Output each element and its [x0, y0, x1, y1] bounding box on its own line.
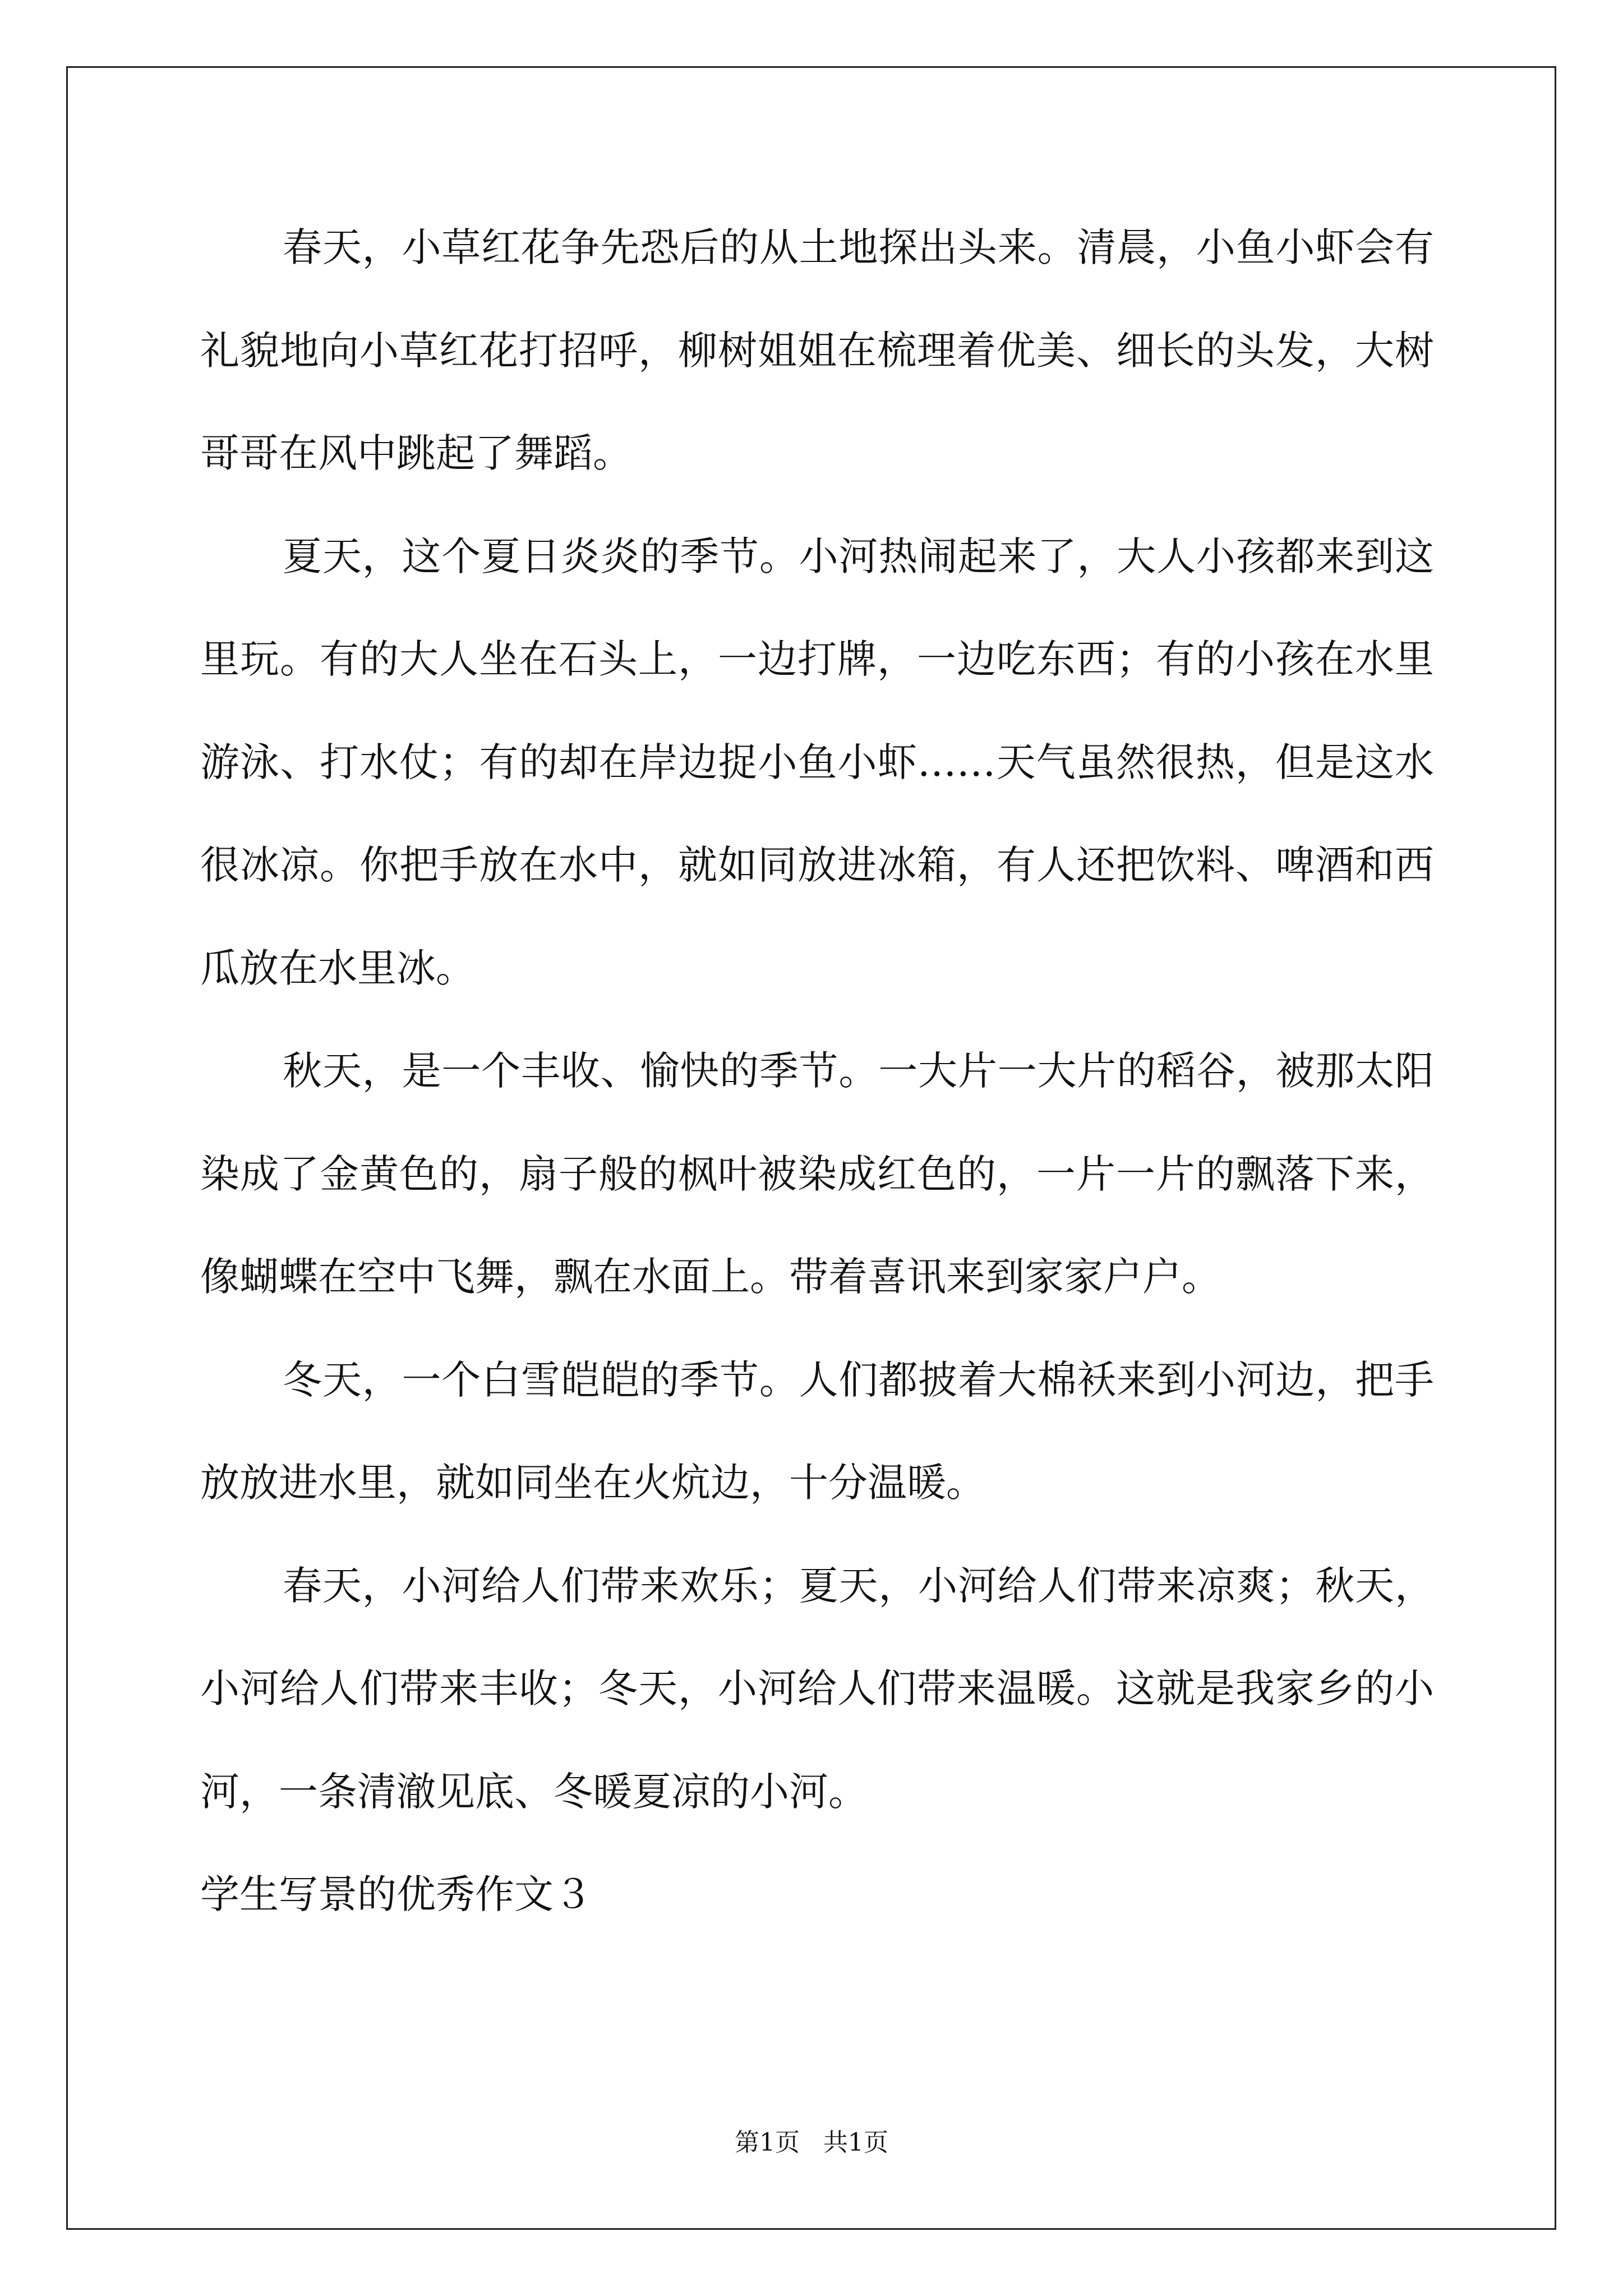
- page-footer: [0, 2126, 1623, 2160]
- paragraph-autumn: 秋天，是一个丰收、愉快的季节。一大片一大片的稻谷，被那太阳染成了金黄色的，扇子般的枫叶被染成红色的，一片一片的飘落下来，像蝴蝶在空中飞舞，飘在水面上。带着喜讯来到家家户户。: [200, 1048, 1434, 1300]
- document-body: [200, 196, 1434, 1947]
- page-total: 共1页: [823, 2128, 888, 2157]
- paragraph-summer: 夏天，这个夏日炎炎的季节。小河热闹起来了，大人小孩都来到这里玩。有的大人坐在石头上，一边打牌，一边吃东西；有的小孩在水里游泳、打水仗；有的却在岸边捉小鱼小虾……天气虽然很热，但是这水很冰凉。你把手放在水中，就如同放进冰箱，有人还把饮料、啤酒和西瓜放在水里冰。: [200, 533, 1434, 991]
- paragraph-winter: 冬天，一个白雪皑皑的季节。人们都披着大棉袄来到小河边，把手放放进水里，就如同坐在火炕边，十分温暖。: [200, 1356, 1434, 1506]
- paragraph-summary: 春天，小河给人们带来欢乐；夏天，小河给人们带来凉爽；秋天，小河给人们带来丰收；冬天，小河给人们带来温暖。这就是我家乡的小河，一条清澈见底、冬暖夏凉的小河。: [200, 1562, 1434, 1815]
- paragraph-spring: 春天，小草红花争先恐后的从土地探出头来。清晨，小鱼小虾会有礼貌地向小草红花打招呼，柳树姐姐在梳理着优美、细长的头发，大树哥哥在风中跳起了舞蹈。: [200, 224, 1434, 476]
- page-number: 第1页: [735, 2128, 800, 2157]
- section-title: 学生写景的优秀作文３: [200, 1871, 593, 1917]
